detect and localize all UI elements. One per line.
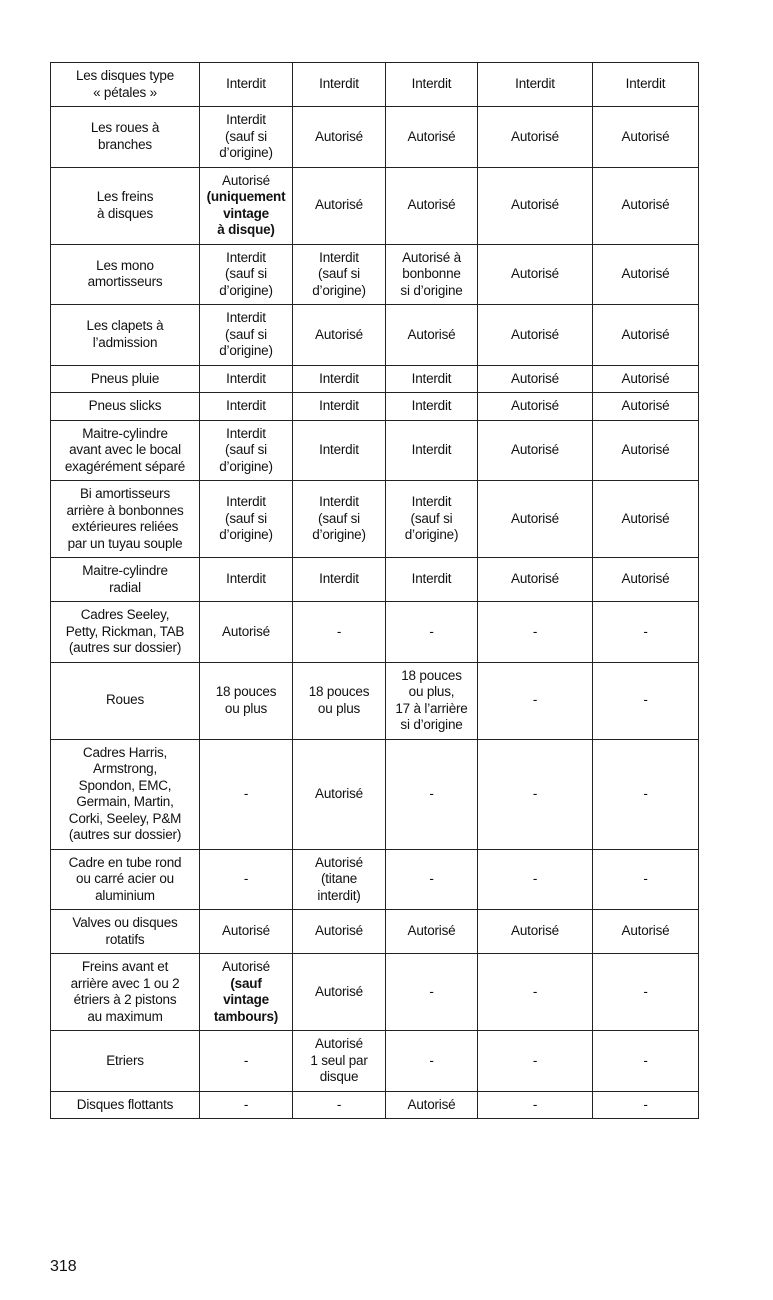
table-cell: Interdit — [386, 63, 478, 107]
table-cell — [200, 167, 293, 244]
row-label: Roues — [51, 662, 200, 739]
cell-condition: (uniquement vintage à disque) — [206, 189, 286, 237]
table-cell: Interdit — [293, 63, 386, 107]
table-cell: Autorisé — [386, 910, 478, 954]
table-cell: - — [593, 849, 699, 910]
table-cell: - — [593, 1091, 699, 1119]
row-label: Cadre en tube rond ou carré acier ou aluminium — [51, 849, 200, 910]
table-cell: Interdit — [200, 558, 293, 602]
regulations-table-body — [51, 63, 699, 1119]
table-cell: Autorisé — [478, 481, 593, 558]
table-cell: Autorisé — [200, 602, 293, 663]
table-cell: Interdit — [200, 365, 293, 393]
table-row — [51, 662, 699, 739]
table-row — [51, 1091, 699, 1119]
table-cell: Autorisé — [478, 305, 593, 366]
table-cell: Autorisé — [293, 954, 386, 1031]
table-cell: Autorisé — [593, 420, 699, 481]
table-cell: - — [200, 849, 293, 910]
table-cell: Autorisé — [478, 167, 593, 244]
table-cell: Interdit (sauf si d’origine) — [200, 420, 293, 481]
table-cell: Autorisé — [478, 107, 593, 168]
row-label: Maitre-cylindre avant avec le bocal exagérément séparé — [51, 420, 200, 481]
table-row — [51, 910, 699, 954]
table-row — [51, 305, 699, 366]
table-cell: Interdit — [293, 393, 386, 421]
row-label: Les disques type « pétales » — [51, 63, 200, 107]
table-cell: Autorisé — [478, 393, 593, 421]
cell-status: Autorisé — [222, 959, 270, 974]
table-cell: Autorisé — [386, 167, 478, 244]
table-row — [51, 365, 699, 393]
row-label: Freins avant et arrière avec 1 ou 2 étriers à 2 pistons au maximum — [51, 954, 200, 1031]
table-cell: - — [593, 662, 699, 739]
table-cell: Interdit — [293, 558, 386, 602]
regulations-table — [50, 62, 699, 1119]
table-cell: Interdit (sauf si d’origine) — [200, 481, 293, 558]
table-row — [51, 107, 699, 168]
table-cell — [200, 954, 293, 1031]
table-cell: - — [478, 849, 593, 910]
table-row — [51, 393, 699, 421]
table-row — [51, 558, 699, 602]
table-cell: Interdit (sauf si d’origine) — [293, 481, 386, 558]
table-cell: Interdit — [293, 420, 386, 481]
table-cell: Autorisé — [386, 305, 478, 366]
table-cell: - — [478, 954, 593, 1031]
table-cell: Interdit — [200, 63, 293, 107]
table-cell: - — [293, 1091, 386, 1119]
table-cell: - — [593, 739, 699, 849]
table-cell: Interdit (sauf si d’origine) — [293, 244, 386, 305]
table-cell: Autorisé — [478, 420, 593, 481]
table-cell: Interdit — [386, 365, 478, 393]
table-cell: Autorisé — [593, 558, 699, 602]
table-cell: - — [200, 739, 293, 849]
table-cell: Autorisé — [293, 305, 386, 366]
table-row — [51, 244, 699, 305]
row-label: Pneus slicks — [51, 393, 200, 421]
row-label: Valves ou disques rotatifs — [51, 910, 200, 954]
table-cell: - — [478, 1031, 593, 1092]
table-cell: Interdit (sauf si d’origine) — [386, 481, 478, 558]
table-cell: Autorisé — [593, 305, 699, 366]
table-cell: - — [478, 1091, 593, 1119]
table-cell: Autorisé — [386, 1091, 478, 1119]
table-cell: - — [386, 602, 478, 663]
table-row — [51, 954, 699, 1031]
table-cell: Interdit — [386, 393, 478, 421]
table-cell: 18 pouces ou plus, 17 à l’arrière si d’origine — [386, 662, 478, 739]
cell-status: Autorisé — [222, 172, 270, 188]
table-cell: Autorisé — [593, 393, 699, 421]
table-cell: - — [200, 1091, 293, 1119]
row-label: Disques flottants — [51, 1091, 200, 1119]
table-cell: Interdit — [386, 558, 478, 602]
row-label: Les mono amortisseurs — [51, 244, 200, 305]
table-row — [51, 63, 699, 107]
table-row — [51, 739, 699, 849]
table-cell: Autorisé 1 seul par disque — [293, 1031, 386, 1092]
table-row — [51, 1031, 699, 1092]
table-cell: Interdit — [293, 365, 386, 393]
table-cell: Interdit — [593, 63, 699, 107]
table-cell: - — [386, 954, 478, 1031]
table-cell: - — [478, 602, 593, 663]
table-cell: - — [293, 602, 386, 663]
table-cell: Autorisé — [293, 910, 386, 954]
table-cell: Autorisé — [478, 558, 593, 602]
table-cell: Autorisé — [386, 107, 478, 168]
table-cell: Interdit — [386, 420, 478, 481]
table-cell: Autorisé — [293, 739, 386, 849]
table-cell: Interdit (sauf si d’origine) — [200, 107, 293, 168]
row-label: Cadres Seeley, Petty, Rickman, TAB (autres sur dossier) — [51, 602, 200, 663]
table-cell: Autorisé — [293, 167, 386, 244]
table-cell: Autorisé à bonbonne si d’origine — [386, 244, 478, 305]
table-row — [51, 167, 699, 244]
table-row — [51, 481, 699, 558]
table-cell: Autorisé — [593, 365, 699, 393]
table-cell: - — [386, 1031, 478, 1092]
table-cell: - — [386, 739, 478, 849]
row-label: Cadres Harris, Armstrong, Spondon, EMC, Germain, Martin, Corki, Seeley, P&M (autres sur dossier) — [51, 739, 200, 849]
table-cell: - — [478, 739, 593, 849]
table-cell: Autorisé — [200, 910, 293, 954]
row-label: Bi amortisseurs arrière à bonbonnes extérieures reliées par un tuyau souple — [51, 481, 200, 558]
table-cell: 18 pouces ou plus — [293, 662, 386, 739]
table-cell: - — [386, 849, 478, 910]
table-cell: Autorisé — [478, 910, 593, 954]
row-label: Les clapets à l’admission — [51, 305, 200, 366]
table-cell: - — [593, 1031, 699, 1092]
table-row — [51, 420, 699, 481]
table-cell: - — [593, 602, 699, 663]
table-row — [51, 602, 699, 663]
table-cell: Interdit (sauf si d’origine) — [200, 244, 293, 305]
row-label: Etriers — [51, 1031, 200, 1092]
table-cell: - — [478, 662, 593, 739]
row-label: Les freins à disques — [51, 167, 200, 244]
table-cell: Interdit (sauf si d’origine) — [200, 305, 293, 366]
row-label: Maitre-cylindre radial — [51, 558, 200, 602]
table-cell: Autorisé — [593, 244, 699, 305]
table-cell: Interdit — [200, 393, 293, 421]
table-row — [51, 849, 699, 910]
table-cell: - — [200, 1031, 293, 1092]
table-cell: Autorisé — [593, 107, 699, 168]
row-label: Les roues à branches — [51, 107, 200, 168]
cell-condition: (sauf vintage tambours) — [213, 975, 279, 1024]
table-cell: Autorisé — [478, 244, 593, 305]
table-cell: 18 pouces ou plus — [200, 662, 293, 739]
table-cell: Autorisé — [293, 107, 386, 168]
table-cell: Autorisé — [593, 910, 699, 954]
table-cell: Autorisé — [593, 481, 699, 558]
row-label: Pneus pluie — [51, 365, 200, 393]
table-cell: Autorisé (titane interdit) — [293, 849, 386, 910]
table-cell: Autorisé — [593, 167, 699, 244]
table-cell: Autorisé — [478, 365, 593, 393]
table-cell: Interdit — [478, 63, 593, 107]
page-number: 318 — [50, 1258, 77, 1275]
table-cell: - — [593, 954, 699, 1031]
